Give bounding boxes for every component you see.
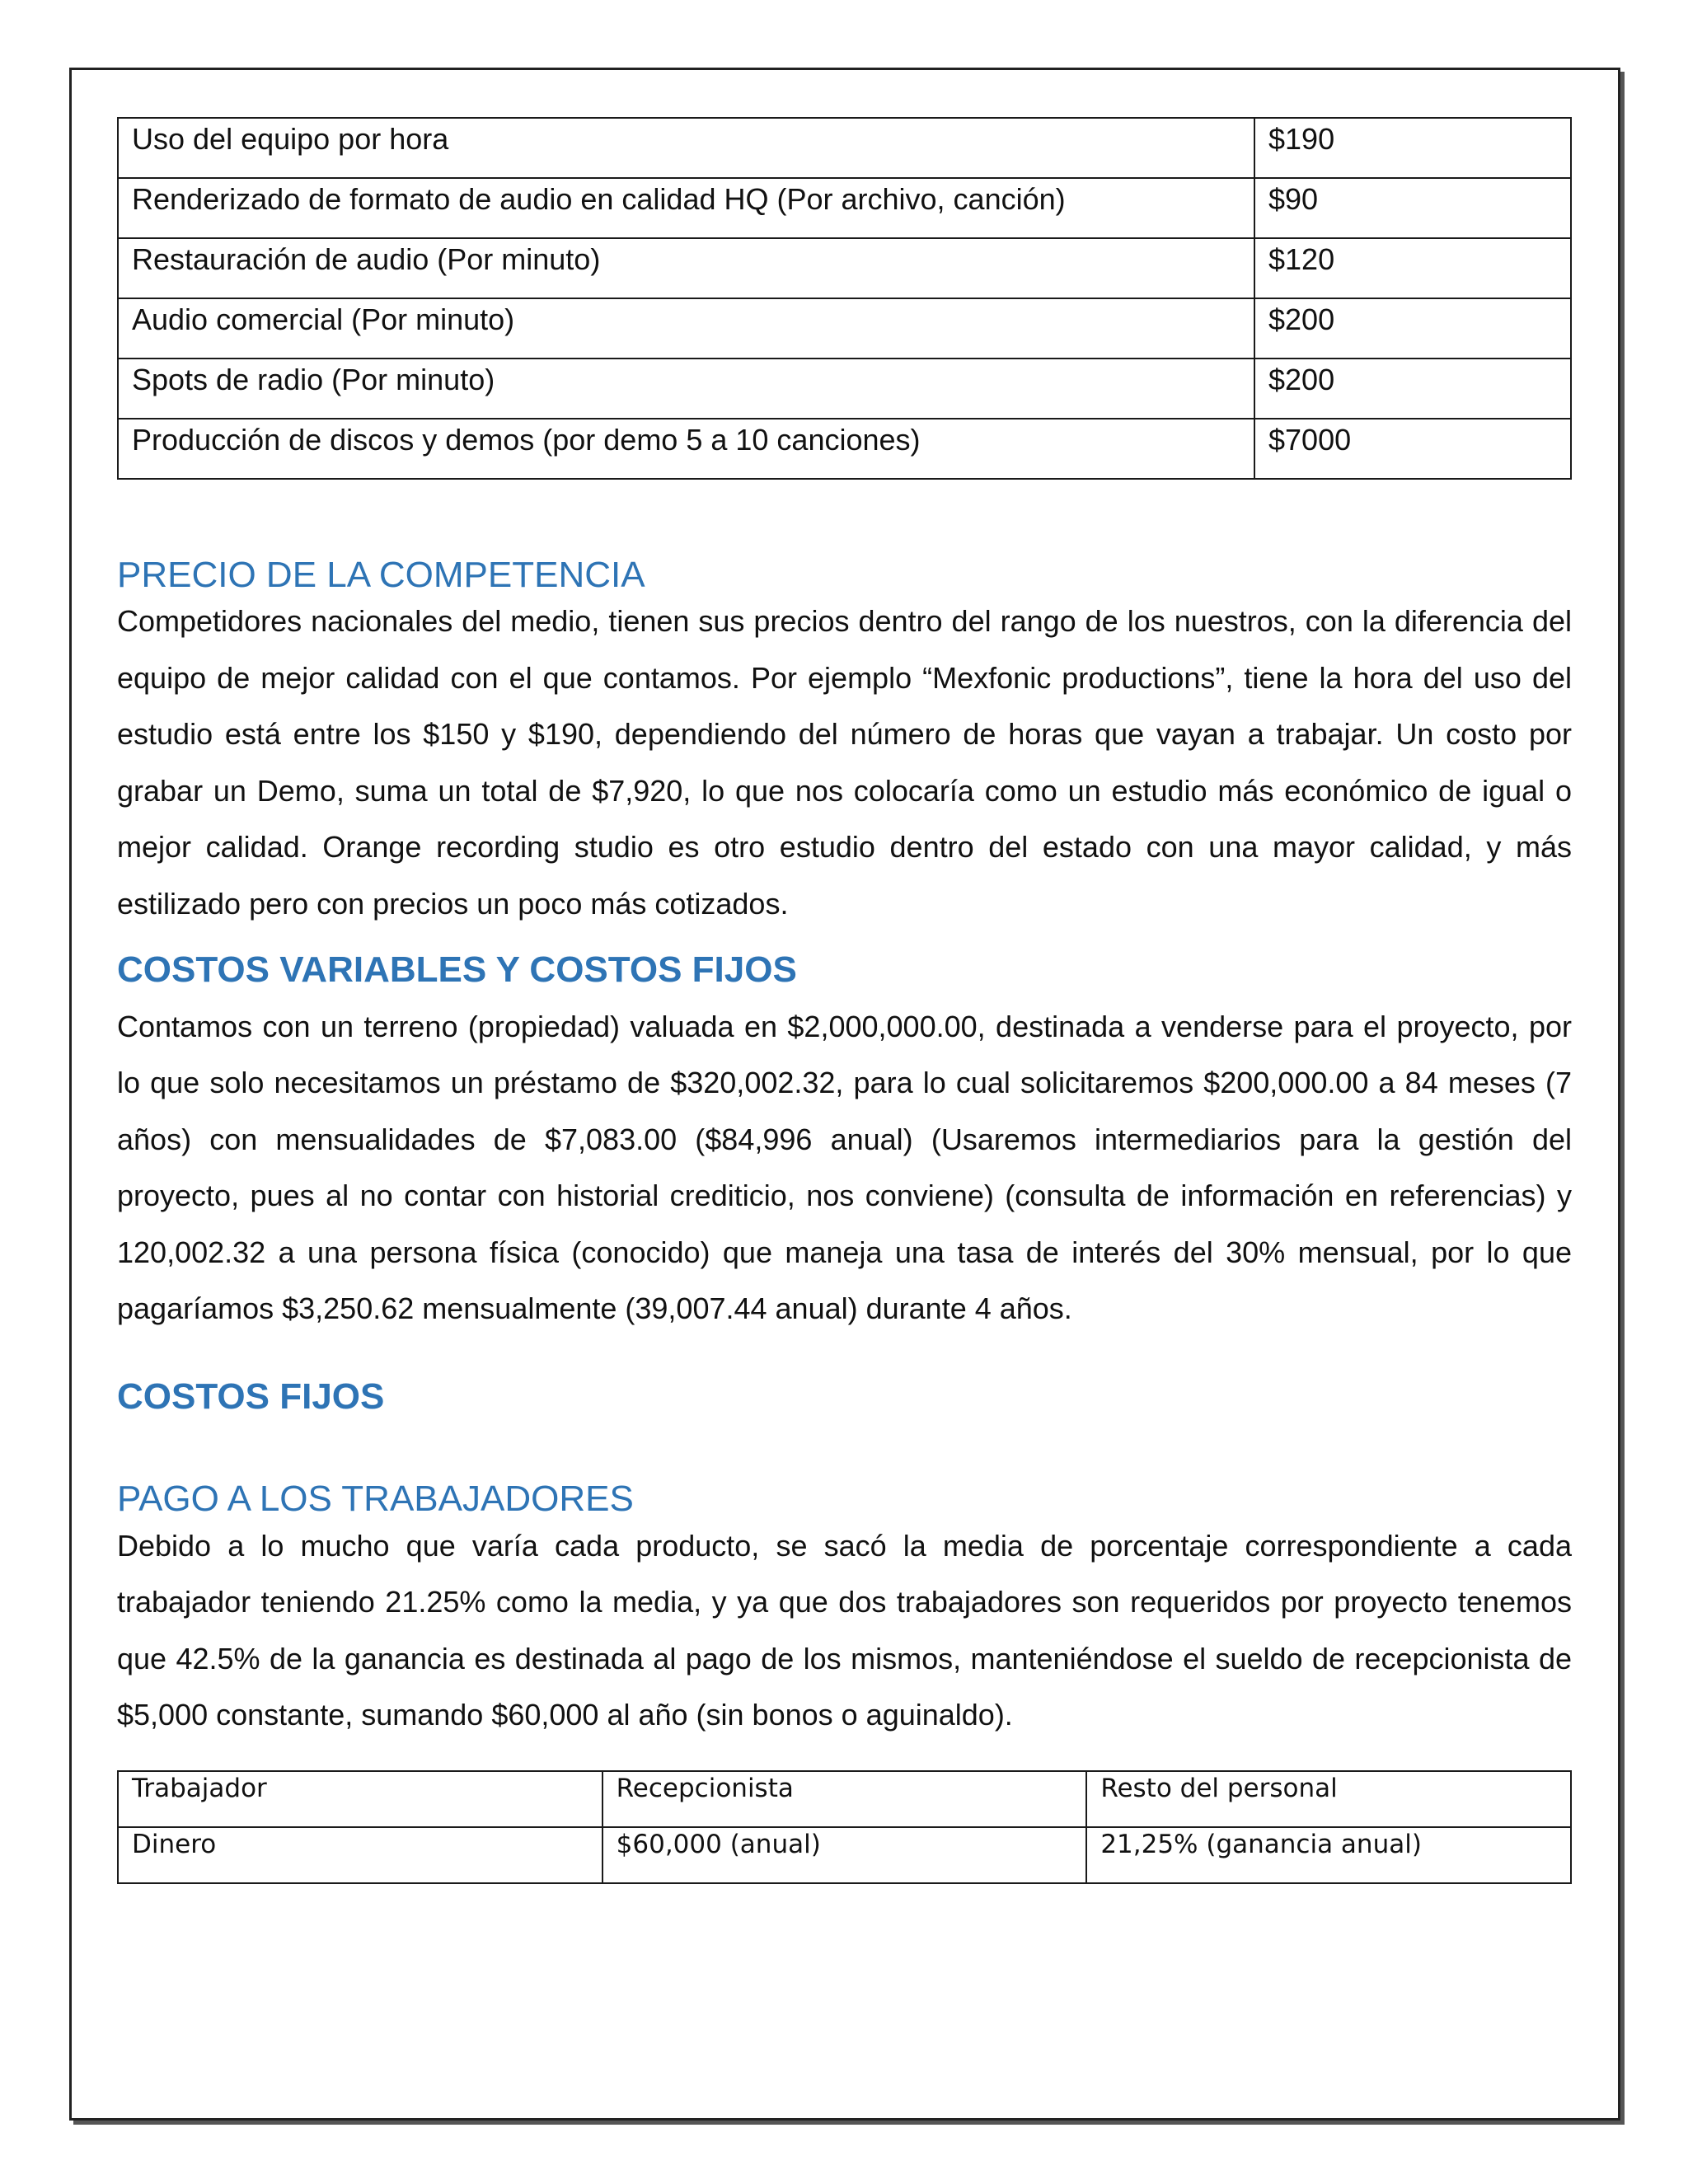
price-cell: $200 bbox=[1254, 298, 1571, 359]
table-row bbox=[118, 1827, 1571, 1883]
worker-table bbox=[117, 1770, 1572, 1884]
price-cell: $190 bbox=[1254, 118, 1571, 178]
costos-variables-paragraph: Contamos con un terreno (propiedad) valuada en $2,000,000.00, destinada a venderse para el proyecto, por lo que solo necesitamos un préstamo de $320,002.32, para lo cual solicitaremos $200,000.00 a 84 meses (7 años) con mensualidades de $7,083.00 ($84,996 anual) (Usaremos intermediarios para la gestión del proyecto, pues al no contar con historial crediticio, nos conviene) (consulta de información en referencias) y 120,002.32 a una persona física (conocido) que maneja una tasa de interés del 30% mensual, por lo que pagaríamos $3,250.62 mensualmente (39,007.44 anual) durante 4 años. bbox=[117, 1009, 1572, 1326]
header-cell: Trabajador bbox=[118, 1771, 603, 1827]
header-cell: Recepcionista bbox=[603, 1771, 1087, 1827]
table-row bbox=[118, 298, 1571, 359]
price-cell: $120 bbox=[1254, 238, 1571, 298]
table-row bbox=[118, 359, 1571, 419]
pago-trabajadores-paragraph: Debido a lo mucho que varía cada producto, se sacó la media de porcentaje correspondiente a cada trabajador teniendo 21.25% como la media, y ya que dos trabajadores son requeridos por proyecto tenemos que 42.5% de la ganancia es destinada al pago de los mismos, manteniéndose el sueldo de recepcionista de $5,000 constante, sumando $60,000 al año (sin bonos o aguinaldo). bbox=[117, 1528, 1572, 1732]
table-cell: $60,000 (anual) bbox=[603, 1827, 1087, 1883]
competencia-heading: PRECIO DE LA COMPETENCIA bbox=[117, 555, 645, 595]
service-cell: Restauración de audio (Por minuto) bbox=[118, 238, 1254, 298]
table-row bbox=[118, 178, 1571, 238]
price-table bbox=[117, 117, 1572, 480]
table-row bbox=[118, 238, 1571, 298]
competencia-paragraph: Competidores nacionales del medio, tienen sus precios dentro del rango de los nuestros, con la diferencia del equipo de mejor calidad con el que contamos. Por ejemplo “Mexfonic productions”, tiene la hora del uso del estudio está entre los $150 y $190, dependiendo del número de horas que vayan a trabajar. Un costo por grabar un Demo, suma un total de $7,920, lo que nos colocaría como un estudio más económico de igual o mejor calidad. Orange recording studio es otro estudio dentro del estado con una mayor calidad, y más estilizado pero con precios un poco más cotizados. bbox=[117, 604, 1572, 921]
header-cell: Resto del personal bbox=[1086, 1771, 1571, 1827]
service-cell: Audio comercial (Por minuto) bbox=[118, 298, 1254, 359]
costos-variables-heading: COSTOS VARIABLES Y COSTOS FIJOS bbox=[117, 949, 797, 991]
service-cell: Uso del equipo por hora bbox=[118, 118, 1254, 178]
service-cell: Producción de discos y demos (por demo 5 a 10 canciones) bbox=[118, 419, 1254, 479]
table-row bbox=[118, 1771, 1571, 1827]
service-cell: Spots de radio (Por minuto) bbox=[118, 359, 1254, 419]
document-content bbox=[117, 117, 1572, 1884]
pago-trabajadores-heading: PAGO A LOS TRABAJADORES bbox=[117, 1479, 634, 1520]
table-cell: Dinero bbox=[118, 1827, 603, 1883]
table-row bbox=[118, 118, 1571, 178]
price-cell: $200 bbox=[1254, 359, 1571, 419]
service-cell: Renderizado de formato de audio en calidad HQ (Por archivo, canción) bbox=[118, 178, 1254, 238]
price-cell: $7000 bbox=[1254, 419, 1571, 479]
table-cell: 21,25% (ganancia anual) bbox=[1086, 1827, 1571, 1883]
table-row bbox=[118, 419, 1571, 479]
price-cell: $90 bbox=[1254, 178, 1571, 238]
costos-fijos-heading: COSTOS FIJOS bbox=[117, 1376, 385, 1417]
